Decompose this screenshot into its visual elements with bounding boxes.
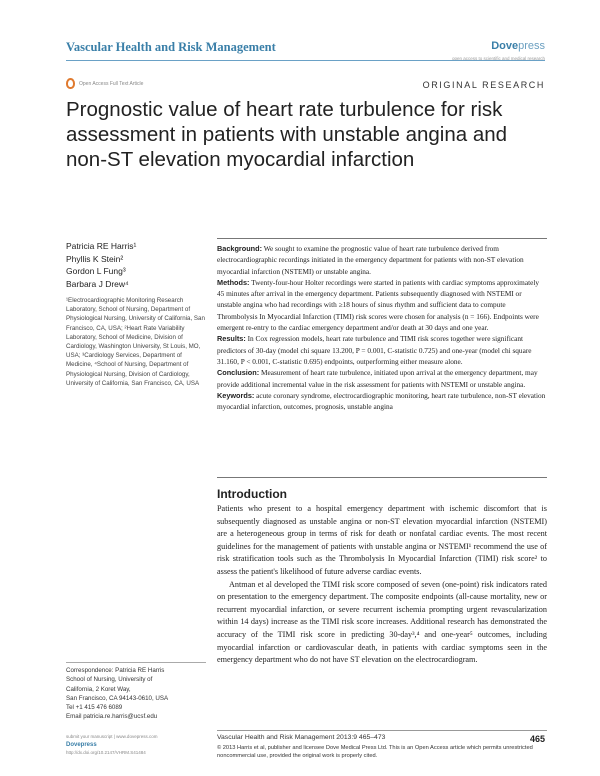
abstract-text: Measurement of heart rate turbulence, initiated upon arrival at the emergency department, may provide additional incremental value in the risk assessment for patients with NSTEMI or unstable angina.: [217, 368, 538, 389]
author-affiliations: ¹Electrocardiographic Monitoring Research Laboratory, School of Nursing, Department of Physiological Nursing, University of California, San Francisco, CA, USA; ²Heart Rate Variability Laboratory, School of Medicine, Division of Cardiology, Washington University, St Louis, MO, USA; ³Cardiology Services, Department of Medicine, ⁴School of Nursing, Department of Physiological Nursing, Division of Cardiology, University of California, San Francisco, CA, USA: [66, 297, 205, 387]
journal-name: Vascular Health and Risk Management: [66, 40, 276, 54]
correspondence-line: California, 2 Koret Way,: [66, 685, 131, 693]
footer-submission: [66, 733, 206, 757]
correspondence-line: Tel +1 415 476 6089: [66, 704, 123, 712]
correspondence-line: San Francisco, CA 94143-0610, USA: [66, 694, 169, 702]
abstract-label: Background:: [217, 244, 262, 253]
author-name: Phyllis K Stein²: [66, 253, 124, 264]
footer-rule: [217, 730, 547, 731]
page-number: 465: [529, 734, 545, 744]
introduction-body: [217, 503, 547, 667]
abstract-label: Keywords:: [217, 390, 255, 400]
correspondence-line: Correspondence: Patricia RE Harris: [66, 667, 165, 674]
abstract-rule: [217, 477, 547, 478]
open-access-lock-icon: [66, 78, 75, 89]
author-list: [66, 240, 136, 290]
open-access-label: Open Access Full Text Article: [79, 80, 144, 87]
author-name: Barbara J Drew⁴: [66, 278, 129, 289]
abstract-background: [217, 243, 547, 277]
footer-citation: Vascular Health and Risk Management 2013:9 465–473: [217, 734, 386, 741]
abstract: [217, 238, 547, 412]
open-access-badge: [66, 78, 143, 89]
abstract-text: We sought to examine the prognostic value of heart rate turbulence derived from electrocardiographic recordings initiated in the emergency department for patients with non-ST elevation myocardial infarction (NSTEMI) or unstable angina.: [217, 244, 524, 276]
abstract-keywords: [217, 390, 547, 413]
header-rule: [66, 60, 545, 61]
abstract-label: Methods:: [217, 277, 250, 287]
abstract-text: In Cox regression models, heart rate turbulence and TIMI risk scores together were significant predictors of 30-day (model chi square 13.200, P = 0.001, C-statistic 0.725) and one-year (model chi square 31.160, P < 0.001, C-statistic 0.695) endpoints, outperforming either measure alone.: [217, 334, 532, 366]
submit-manuscript-link[interactable]: submit your manuscript | www.dovepress.com: [66, 734, 158, 739]
abstract-text: Twenty-four-hour Holter recordings were started in patients with cardiac symptoms approximately 45 minutes after arrival in the emergency department. Patients subsequently diagnosed with NSTEMI or unstable angina who had recordings with ≥18 hours of sinus rhythm and sufficient data to compute Thrombolysis In Myocardial Infarction (TIMI) risk scores were chosen for analysis (n = 166). Endpoints were emergent re-entry to the cardiac emergency department and/or death at 30 days and one year.: [217, 277, 540, 333]
article-type: ORIGINAL RESEARCH: [422, 80, 545, 90]
publisher-tagline: open access to scientific and medical research: [451, 56, 545, 61]
section-heading-introduction: Introduction: [217, 487, 287, 501]
publisher-logo-press: press: [518, 40, 545, 52]
article-title: Prognostic value of heart rate turbulence for risk assessment in patients with unstable angina and non-ST elevation myocardial infarction: [66, 98, 508, 171]
publisher-logo: [491, 40, 545, 52]
correspondence-line: School of Nursing, University of: [66, 676, 153, 684]
correspondence-block: [66, 662, 206, 722]
abstract-label: Results:: [217, 334, 246, 344]
dovepress-footer-logo: Dovepress: [66, 742, 97, 748]
abstract-label: Conclusion:: [217, 368, 260, 378]
author-name: Gordon L Fung³: [66, 266, 126, 276]
abstract-methods: [217, 277, 547, 333]
body-paragraph: Antman et al developed the TIMI risk score composed of seven (one-point) risk indicators rated on presentation to the emergency department. The composite endpoints (all-cause mortality, new or recurrent myocardial infarction, or severe recurrent ischemia prompting urgent revascularization within 14 days) increase as the TIMI risk score increases. Additional research has demonstrated the accuracy of the TIMI risk score in predicting 30-day³,⁴ and one-year⁵ outcomes, including myocardial infarction or cardiovascular death, in patients with cardiac symptoms seen in the emergency department who do not have ST elevation on the electrocardiogram.: [217, 579, 547, 665]
abstract-conclusion: [217, 367, 547, 390]
abstract-text: acute coronary syndrome, electrocardiographic monitoring, heart rate turbulence, non-ST elevation myocardial infarction, outcomes, prognosis, unstable angina: [217, 390, 546, 412]
body-paragraph: Patients who present to a hospital emergency department with ischemic discomfort that is subsequently diagnosed as unstable angina or non-ST elevation myocardial infarction (NSTEMI) are a heterogeneous group in terms of risk for death or nonfatal cardiac events. The most recent guidelines for the management of patients with unstable angina or NSTEMI¹ recommend the use of risk stratification tools such as the Thrombolysis In Myocardial Infarction (TIMI) risk score² to assess the patient's likelihood of future adverse cardiac events.: [217, 504, 547, 576]
publisher-logo-dove: Dove: [491, 40, 519, 52]
author-name: Patricia RE Harris¹: [66, 241, 137, 251]
correspondence-email[interactable]: Email patricia.re.harris@ucsf.edu: [66, 713, 158, 721]
abstract-results: [217, 333, 547, 367]
footer-copyright: © 2013 Harris et al, publisher and licensee Dove Medical Press Ltd. This is an Open Access article which permits unrestricted noncommercial use, provided the original work is properly cited.: [217, 745, 533, 759]
doi-link[interactable]: http://dx.doi.org/10.2147/VHRM.S41484: [66, 750, 146, 755]
